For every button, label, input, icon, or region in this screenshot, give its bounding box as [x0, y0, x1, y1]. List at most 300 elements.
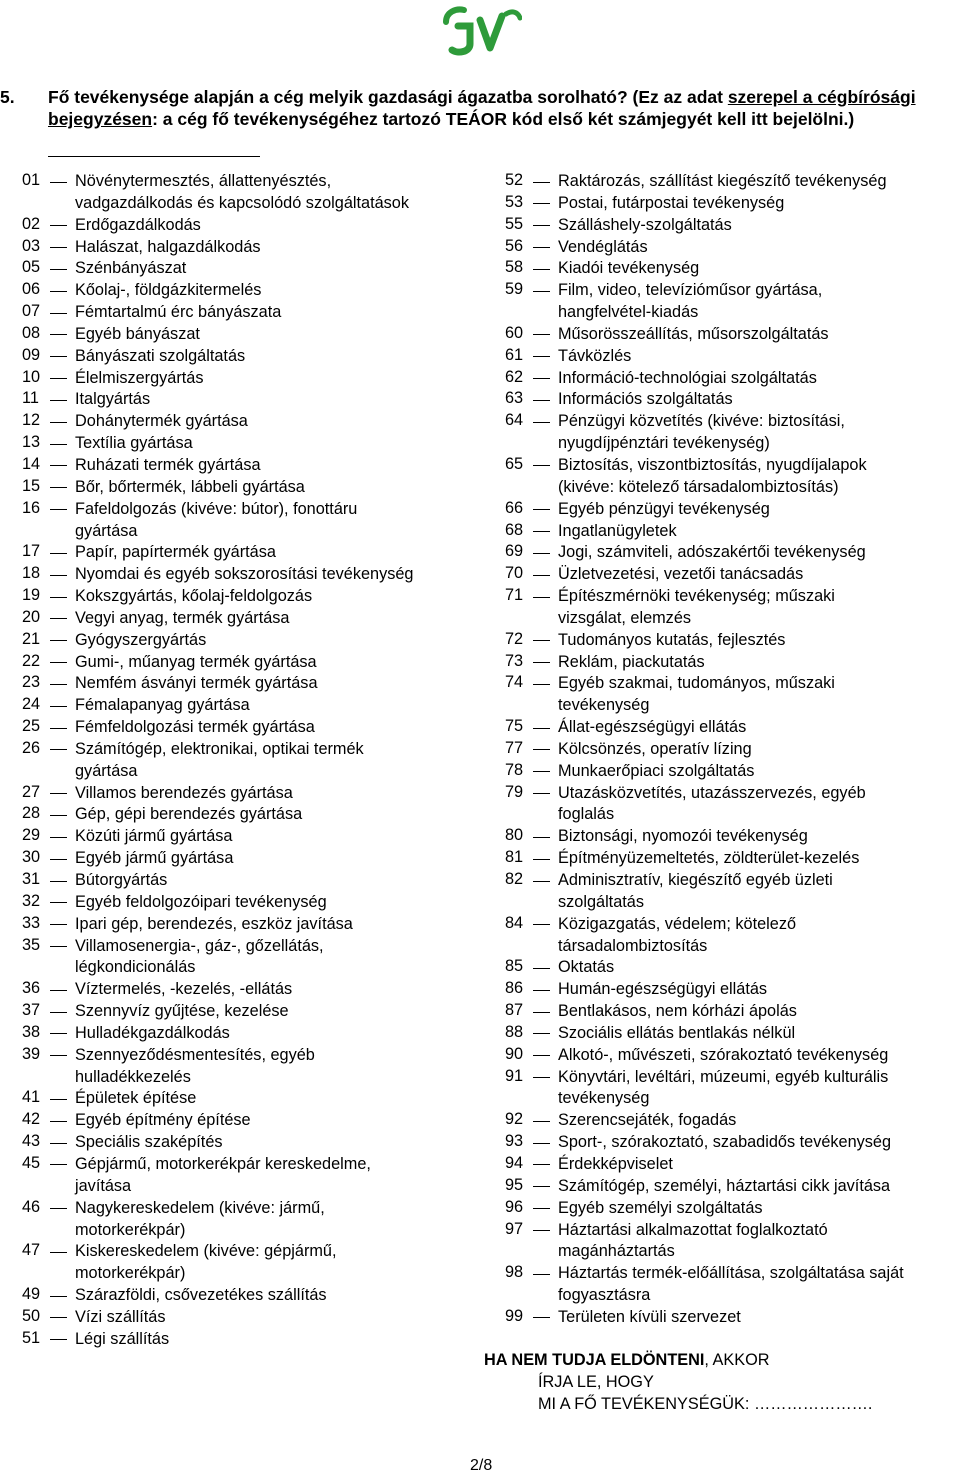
sector-label-line: Bútorgyártás: [75, 871, 168, 889]
sector-label-line: Ruházati termék gyártása: [75, 455, 261, 474]
dash-mark: [50, 465, 67, 466]
sector-option-30[interactable]: [22, 848, 492, 870]
sector-option-35[interactable]: [22, 936, 492, 980]
sector-label: [505, 1110, 960, 1132]
sector-label-line: Tudományos kutatás, fejlesztés: [558, 630, 786, 649]
sector-code: 66: [505, 498, 524, 517]
sector-option-11[interactable]: [22, 389, 492, 411]
sector-label-line: Papír, papírtermék gyártása: [75, 543, 276, 562]
sector-option-81[interactable]: [505, 848, 960, 870]
sector-code: 01: [22, 171, 41, 189]
sector-code: 14: [22, 454, 41, 473]
sector-label-line: Italgyártás: [75, 390, 151, 409]
sector-label: [505, 499, 960, 521]
sector-option-47[interactable]: [22, 1241, 492, 1285]
sector-code: 68: [505, 520, 524, 539]
sector-label-line: Közúti jármű gyártása: [75, 827, 233, 846]
sector-code: 53: [505, 192, 524, 211]
sector-option-75[interactable]: [505, 717, 960, 739]
dash-mark: [50, 269, 67, 270]
sector-label-line: vizsgálat, elemzés: [558, 608, 692, 627]
sector-code: 77: [505, 738, 524, 757]
sector-label: [505, 389, 960, 411]
sector-option-43[interactable]: [22, 1132, 492, 1154]
sector-label-line: Információ-technológiai szolgáltatás: [558, 368, 817, 387]
sector-option-73[interactable]: [505, 652, 960, 674]
sector-option-69[interactable]: [505, 542, 960, 564]
sector-option-52[interactable]: [505, 171, 960, 193]
dash-mark: [533, 291, 550, 292]
sector-code: 43: [22, 1132, 41, 1151]
activity-write-in[interactable]: MI A FŐ TEVÉKENYSÉGÜK: ………………….: [538, 1394, 873, 1413]
sector-code: 56: [505, 236, 524, 255]
dash-mark: [50, 1252, 67, 1253]
sector-option-06[interactable]: [22, 280, 492, 302]
dash-mark: [533, 1230, 550, 1231]
sector-option-45[interactable]: [22, 1154, 492, 1198]
sector-option-88[interactable]: [505, 1023, 960, 1045]
sector-label: [22, 1001, 492, 1023]
sector-code: 30: [22, 848, 41, 867]
sector-option-97[interactable]: [505, 1220, 960, 1264]
dash-mark: [50, 225, 67, 226]
sector-label-line: Érdekképviselet: [558, 1154, 673, 1173]
sector-code: 16: [22, 498, 41, 517]
dash-mark: [50, 640, 67, 641]
sector-label-line: Raktározás, szállítást kiegészítő tevékenység: [558, 172, 887, 190]
sector-label: [22, 848, 492, 870]
sector-label: [505, 324, 960, 346]
dash-mark: [50, 422, 67, 423]
sector-option-85[interactable]: [505, 957, 960, 979]
divider-line: [48, 156, 260, 157]
sector-option-03[interactable]: [22, 237, 492, 259]
sector-option-80[interactable]: [505, 826, 960, 848]
sector-option-18[interactable]: [22, 564, 492, 586]
sector-code: 41: [22, 1088, 41, 1107]
sector-label: [505, 979, 960, 1001]
sector-option-64[interactable]: [505, 411, 960, 455]
dash-mark: [533, 1164, 550, 1165]
dash-mark: [50, 553, 67, 554]
sector-option-20[interactable]: [22, 608, 492, 630]
dash-mark: [50, 662, 67, 663]
sector-option-98[interactable]: [505, 1263, 960, 1307]
sector-label: [22, 1045, 492, 1089]
dash-mark: [50, 1164, 67, 1165]
sector-code: 97: [505, 1219, 524, 1238]
sector-option-94[interactable]: [505, 1154, 960, 1176]
underlined-phrase: szerepel a cégbírósági bejegyzésen: [48, 87, 916, 129]
dash-mark: [533, 509, 550, 510]
sector-label-line: nyugdíjpénztári tevékenység): [558, 434, 770, 453]
sector-option-33[interactable]: [22, 914, 492, 936]
dash-mark: [50, 684, 67, 685]
fallback-instruction: HA NEM TUDJA ELDÖNTENI, AKKOR ÍRJA LE, HOGY MI A FŐ TEVÉKENYSÉGÜK: ………………….: [484, 1350, 872, 1415]
sector-label-line: Oktatás: [558, 958, 615, 977]
sector-label: [505, 346, 960, 368]
sector-label: [505, 826, 960, 848]
sector-code: 95: [505, 1175, 524, 1194]
sector-label-line: társadalombiztosítás: [558, 936, 708, 955]
sector-label-line: javítása: [75, 1176, 132, 1195]
sector-option-91[interactable]: [505, 1067, 960, 1111]
sector-label: [22, 608, 492, 630]
dash-mark: [50, 749, 67, 750]
sector-label-line: Bentlakásos, nem kórházi ápolás: [558, 1002, 797, 1021]
dash-mark: [533, 662, 550, 663]
sector-option-50[interactable]: [22, 1307, 492, 1329]
sector-label-line: Adminisztratív, kiegészítő egyéb üzleti: [558, 871, 833, 889]
dash-mark: [533, 1012, 550, 1013]
sector-option-58[interactable]: [505, 258, 960, 280]
sector-option-93[interactable]: [505, 1132, 960, 1154]
sector-label-line: Utazásközvetítés, utazásszervezés, egyéb: [558, 783, 866, 802]
sector-label-line: Fémtartalmú érc bányászata: [75, 303, 282, 322]
sector-label-line: Gyógyszergyártás: [75, 630, 207, 649]
sector-label-line: Gépjármű, motorkerékpár kereskedelme,: [75, 1154, 371, 1173]
dash-mark: [50, 313, 67, 314]
sector-label-line: Kokszgyártás, kőolaj-feldolgozás: [75, 587, 313, 606]
sector-label: [22, 936, 492, 980]
sector-option-01[interactable]: [22, 171, 492, 215]
sector-label: [22, 1023, 492, 1045]
sector-option-82[interactable]: [505, 870, 960, 914]
sector-label: [505, 1067, 960, 1111]
sector-option-72[interactable]: [505, 630, 960, 652]
sector-option-36[interactable]: [22, 979, 492, 1001]
dash-mark: [533, 182, 550, 183]
sector-label-line: Szárazföldi, csővezetékes szállítás: [75, 1286, 327, 1305]
sector-label: [505, 215, 960, 237]
sector-code: 62: [505, 367, 524, 386]
sector-label: [505, 1176, 960, 1198]
dash-mark: [533, 247, 550, 248]
sector-code: 64: [505, 411, 524, 430]
sector-option-63[interactable]: [505, 389, 960, 411]
sector-option-55[interactable]: [505, 215, 960, 237]
sector-label: [505, 368, 960, 390]
sector-code: 26: [22, 738, 41, 757]
page-number: 2/8: [470, 1457, 493, 1474]
dash-mark: [50, 1296, 67, 1297]
sector-label-line: Munkaerőpiaci szolgáltatás: [558, 761, 755, 780]
sector-code: 02: [22, 214, 41, 233]
sector-code: 86: [505, 979, 524, 998]
sector-option-19[interactable]: [22, 586, 492, 608]
sector-label-line: Egyéb személyi szolgáltatás: [558, 1198, 763, 1217]
sector-code: 80: [505, 826, 524, 845]
sector-option-86[interactable]: [505, 979, 960, 1001]
sector-option-99[interactable]: [505, 1307, 960, 1329]
sector-option-87[interactable]: [505, 1001, 960, 1023]
sector-option-22[interactable]: [22, 652, 492, 674]
sector-option-79[interactable]: [505, 783, 960, 827]
dash-mark: [50, 1033, 67, 1034]
sector-option-13[interactable]: [22, 433, 492, 455]
sector-label-line: Szénbányászat: [75, 259, 187, 278]
dash-mark: [533, 334, 550, 335]
sector-label: [22, 1241, 492, 1285]
sector-option-53[interactable]: [505, 193, 960, 215]
dash-mark: [50, 487, 67, 488]
sector-option-78[interactable]: [505, 761, 960, 783]
sector-label-line: Sport-, szórakoztató, szabadidős tevékenység: [558, 1133, 892, 1152]
sector-option-39[interactable]: [22, 1045, 492, 1089]
sector-option-38[interactable]: [22, 1023, 492, 1045]
sector-option-42[interactable]: [22, 1110, 492, 1132]
sector-label: [505, 564, 960, 586]
sector-option-02[interactable]: [22, 215, 492, 237]
sector-code: 20: [22, 607, 41, 626]
sector-option-96[interactable]: [505, 1198, 960, 1220]
sector-option-49[interactable]: [22, 1285, 492, 1307]
sector-label: [505, 171, 960, 193]
sector-option-27[interactable]: [22, 783, 492, 805]
dash-mark: [50, 1143, 67, 1144]
dash-mark: [50, 400, 67, 401]
sector-label: [22, 258, 492, 280]
dash-mark: [50, 575, 67, 576]
sector-code: 99: [505, 1306, 524, 1325]
sector-option-95[interactable]: [505, 1176, 960, 1198]
sector-label-line: Szerencsejáték, fogadás: [558, 1111, 737, 1130]
dash-mark: [50, 618, 67, 619]
sector-option-25[interactable]: [22, 717, 492, 739]
sector-label-line: Ingatlanügyletek: [558, 521, 677, 540]
sector-label-line: Távközlés: [558, 346, 632, 365]
sector-code: 05: [22, 258, 41, 277]
sector-label: [505, 455, 960, 499]
sector-label-line: (kivéve: kötelező társadalombiztosítás): [558, 477, 839, 496]
sector-code: 22: [22, 651, 41, 670]
sector-option-51[interactable]: [22, 1329, 492, 1351]
sector-code: 52: [505, 171, 524, 189]
sector-option-10[interactable]: [22, 368, 492, 390]
dash-mark: [533, 1121, 550, 1122]
sector-label-line: tevékenység: [558, 1089, 650, 1108]
sector-option-68[interactable]: [505, 521, 960, 543]
sector-code: 88: [505, 1022, 524, 1041]
dash-mark: [533, 968, 550, 969]
dash-mark: [50, 706, 67, 707]
sector-option-05[interactable]: [22, 258, 492, 280]
sector-label: [22, 411, 492, 433]
sector-label: [22, 389, 492, 411]
sector-option-90[interactable]: [505, 1045, 960, 1067]
dash-mark: [533, 684, 550, 685]
dash-mark: [50, 1099, 67, 1100]
question-number: 5.: [0, 87, 15, 107]
sector-label-line: Kőolaj-, földgázkitermelés: [75, 281, 262, 300]
sector-label: [22, 302, 492, 324]
sector-option-62[interactable]: [505, 368, 960, 390]
sector-label-line: Víztermelés, -kezelés, -ellátás: [75, 980, 293, 999]
sector-label: [22, 1110, 492, 1132]
sector-label: [22, 455, 492, 477]
sector-label-line: Szociális ellátás bentlakás nélkül: [558, 1023, 796, 1042]
sector-label-line: tevékenység: [558, 696, 650, 715]
sector-option-71[interactable]: [505, 586, 960, 630]
sector-code: 90: [505, 1044, 524, 1063]
sector-option-21[interactable]: [22, 630, 492, 652]
sector-label-line: gyártása: [75, 521, 138, 540]
sector-code: 73: [505, 651, 524, 670]
sector-label-line: Villamosenergia-, gáz-, gőzellátás,: [75, 936, 324, 955]
dash-mark: [50, 881, 67, 882]
sector-code: 82: [505, 870, 524, 888]
sector-code: 38: [22, 1022, 41, 1041]
sector-label-line: motorkerékpár): [75, 1220, 186, 1239]
sector-option-12[interactable]: [22, 411, 492, 433]
sector-code: 60: [505, 323, 524, 342]
dash-mark: [533, 728, 550, 729]
sector-option-14[interactable]: [22, 455, 492, 477]
dash-mark: [533, 553, 550, 554]
sector-option-08[interactable]: [22, 324, 492, 346]
sector-code: 42: [22, 1110, 41, 1129]
sector-label-line: Jogi, számviteli, adószakértői tevékenység: [558, 543, 866, 562]
dash-mark: [533, 859, 550, 860]
dash-mark: [50, 859, 67, 860]
sector-label-line: Kiadói tevékenység: [558, 259, 700, 278]
sector-label-line: Háztartás termék-előállítása, szolgáltatása saját: [558, 1264, 904, 1283]
sector-option-26[interactable]: [22, 739, 492, 783]
sector-option-59[interactable]: [505, 280, 960, 324]
sector-option-61[interactable]: [505, 346, 960, 368]
sector-label: [22, 280, 492, 302]
dash-mark: [50, 182, 67, 183]
sector-label-line: Bányászati szolgáltatás: [75, 346, 246, 365]
dash-mark: [533, 422, 550, 423]
sector-code: 33: [22, 913, 41, 932]
sector-code: 63: [505, 389, 524, 408]
sector-option-74[interactable]: [505, 673, 960, 717]
sector-code: 24: [22, 695, 41, 714]
sector-option-37[interactable]: [22, 1001, 492, 1023]
sector-label: [505, 652, 960, 674]
sector-label-line: Egyéb feldolgozóipari tevékenység: [75, 892, 327, 911]
sector-label-line: Állat-egészségügyi ellátás: [558, 718, 747, 737]
sector-option-09[interactable]: [22, 346, 492, 368]
sector-label: [22, 870, 492, 892]
sector-label: [22, 892, 492, 914]
dash-mark: [533, 1077, 550, 1078]
sector-label: [505, 739, 960, 761]
sector-code: 10: [22, 367, 41, 386]
sector-option-70[interactable]: [505, 564, 960, 586]
sector-option-31[interactable]: [22, 870, 492, 892]
sector-option-60[interactable]: [505, 324, 960, 346]
dash-mark: [50, 334, 67, 335]
sector-code: 94: [505, 1153, 524, 1172]
sector-code: 07: [22, 302, 41, 321]
sector-label-line: Élelmiszergyártás: [75, 368, 204, 387]
dash-mark: [533, 990, 550, 991]
sector-option-07[interactable]: [22, 302, 492, 324]
sector-label-line: fogyasztásra: [558, 1286, 651, 1305]
dash-mark: [50, 1317, 67, 1318]
sector-option-66[interactable]: [505, 499, 960, 521]
sector-code: 93: [505, 1132, 524, 1151]
sector-label-line: Egyéb építmény építése: [75, 1111, 251, 1130]
sector-label-line: Műsorösszeállítás, műsorszolgáltatás: [558, 324, 829, 343]
dash-mark: [50, 444, 67, 445]
sector-code: 61: [505, 345, 524, 364]
dash-mark: [533, 356, 550, 357]
sector-label-line: Építményüzemeltetés, zöldterület-kezelés: [558, 849, 860, 868]
sector-code: 51: [22, 1328, 41, 1347]
dash-mark: [50, 509, 67, 510]
dash-mark: [50, 597, 67, 598]
sector-option-32[interactable]: [22, 892, 492, 914]
sector-label: [22, 783, 492, 805]
sector-label: [22, 1285, 492, 1307]
sector-option-23[interactable]: [22, 673, 492, 695]
dash-mark: [50, 1208, 67, 1209]
sector-label: [22, 1154, 492, 1198]
dash-mark: [50, 1012, 67, 1013]
sector-code: 74: [505, 673, 524, 692]
sector-option-65[interactable]: [505, 455, 960, 499]
sector-code: 59: [505, 280, 524, 299]
sector-label: [22, 1329, 492, 1351]
sector-label: [22, 477, 492, 499]
sector-option-24[interactable]: [22, 695, 492, 717]
dash-mark: [533, 1143, 550, 1144]
sector-option-92[interactable]: [505, 1110, 960, 1132]
sector-option-15[interactable]: [22, 477, 492, 499]
sector-code: 69: [505, 542, 524, 561]
sector-option-84[interactable]: [505, 914, 960, 958]
dash-mark: [533, 1208, 550, 1209]
company-logo: [440, 4, 522, 56]
dash-mark: [533, 640, 550, 641]
sector-code: 55: [505, 214, 524, 233]
sector-option-56[interactable]: [505, 237, 960, 259]
sector-code: 46: [22, 1197, 41, 1216]
sector-label-line: Nagykereskedelem (kivéve: jármű,: [75, 1198, 325, 1217]
sector-option-28[interactable]: [22, 804, 492, 826]
sector-label: [22, 215, 492, 237]
sector-label-line: Biztonsági, nyomozói tevékenység: [558, 827, 808, 846]
sector-label: [505, 870, 960, 914]
sector-code: 03: [22, 236, 41, 255]
sector-code: 28: [22, 804, 41, 823]
dash-mark: [533, 400, 550, 401]
sector-label-line: hulladékkezelés: [75, 1067, 191, 1086]
sector-option-29[interactable]: [22, 826, 492, 848]
sector-option-46[interactable]: [22, 1198, 492, 1242]
sector-option-41[interactable]: [22, 1088, 492, 1110]
sector-list-left: [22, 171, 492, 1351]
sector-option-16[interactable]: [22, 499, 492, 543]
sector-code: 91: [505, 1066, 524, 1085]
dash-mark: [533, 1055, 550, 1056]
sector-option-77[interactable]: [505, 739, 960, 761]
sector-code: 19: [22, 586, 41, 605]
sector-label: [505, 1307, 960, 1329]
sector-label-line: gyártása: [75, 761, 138, 780]
sector-label-line: Biztosítás, viszontbiztosítás, nyugdíjalapok: [558, 455, 867, 474]
sector-label-line: Szennyvíz gyűjtése, kezelése: [75, 1002, 289, 1021]
sector-code: 92: [505, 1110, 524, 1129]
sector-label: [22, 346, 492, 368]
sector-option-17[interactable]: [22, 542, 492, 564]
sector-label: [22, 586, 492, 608]
sector-label: [22, 171, 492, 215]
dash-mark: [533, 1274, 550, 1275]
